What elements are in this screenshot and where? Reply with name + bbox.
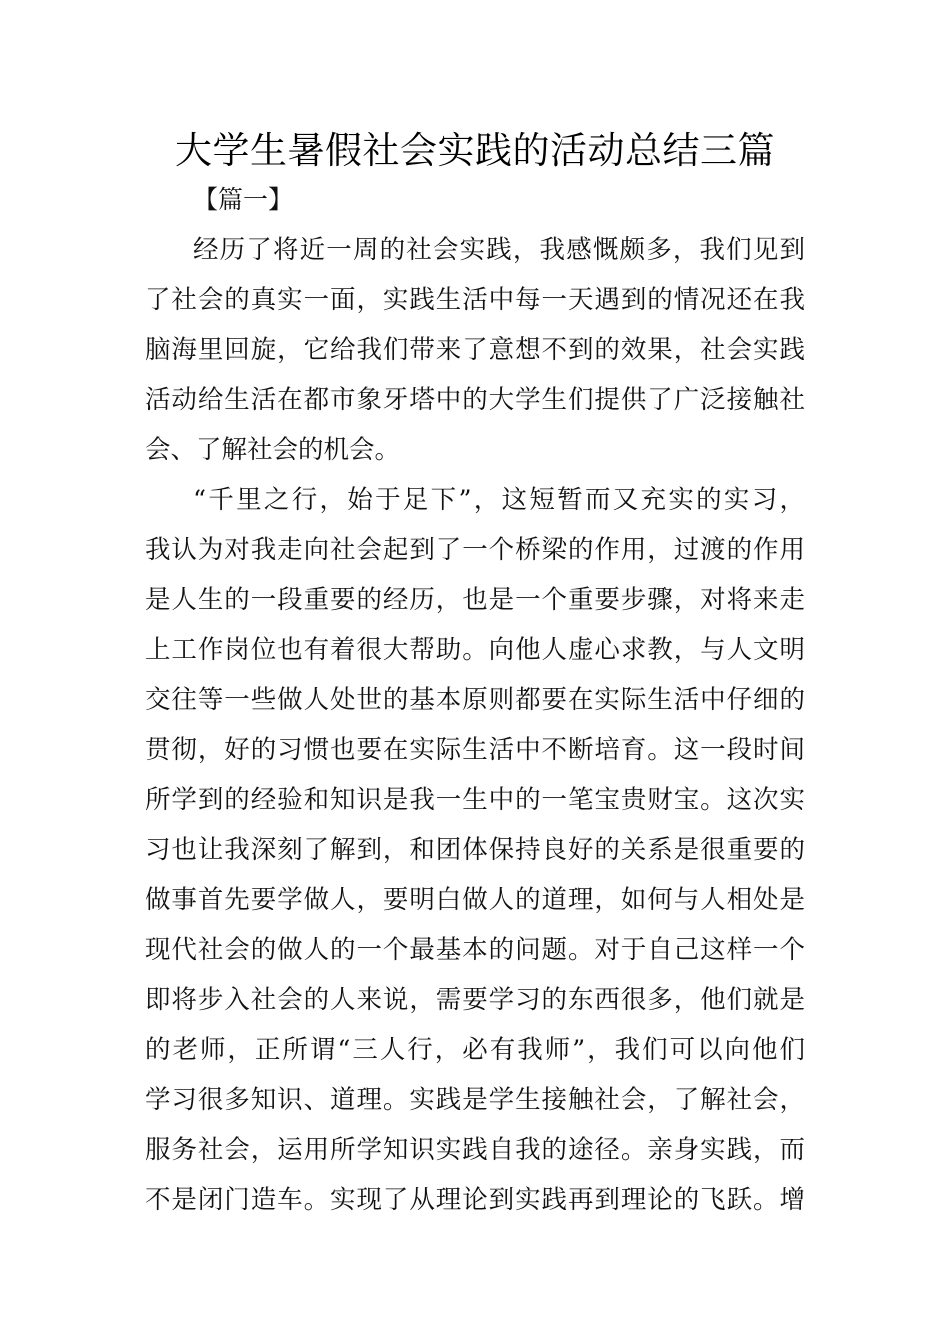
paragraph-line: 服务社会，运用所学知识实践自我的途径。亲身实践，而 xyxy=(145,1135,805,1165)
paragraph-line: 做事首先要学做人，要明白做人的道理，如何与人相处是 xyxy=(145,885,805,915)
paragraph-line: 经历了将近一周的社会实践，我感慨颇多，我们见到 xyxy=(193,235,805,265)
paragraph-line: 习也让我深刻了解到，和团体保持良好的关系是很重要的 xyxy=(145,835,805,865)
section-label: 【篇一】 xyxy=(193,185,294,214)
paragraph-line: 我认为对我走向社会起到了一个桥梁的作用，过渡的作用 xyxy=(145,535,805,565)
paragraph-line: 会、了解社会的机会。 xyxy=(145,435,401,465)
paragraph-line: 所学到的经验和知识是我一生中的一笔宝贵财宝。这次实 xyxy=(145,785,805,815)
paragraph-line: 不是闭门造车。实现了从理论到实践再到理论的飞跃。增 xyxy=(145,1185,805,1215)
paragraph-line: 贯彻，好的习惯也要在实际生活中不断培育。这一段时间 xyxy=(145,735,805,765)
paragraph-line: 是人生的一段重要的经历，也是一个重要步骤，对将来走 xyxy=(145,585,805,615)
document-title: 大学生暑假社会实践的活动总结三篇 xyxy=(175,129,775,172)
paragraph-line: 上工作岗位也有着很大帮助。向他人虚心求教，与人文明 xyxy=(145,635,805,665)
paragraph-line: 即将步入社会的人来说，需要学习的东西很多，他们就是 xyxy=(145,985,805,1015)
paragraph-line: 脑海里回旋，它给我们带来了意想不到的效果，社会实践 xyxy=(145,335,805,365)
paragraph-line: 现代社会的做人的一个最基本的问题。对于自己这样一个 xyxy=(145,935,805,965)
paragraph-line: 的老师，正所谓“三人行，必有我师”，我们可以向他们 xyxy=(145,1035,805,1065)
paragraph-line: 活动给生活在都市象牙塔中的大学生们提供了广泛接触社 xyxy=(145,385,805,415)
paragraph-line: 学习很多知识、道理。实践是学生接触社会，了解社会， xyxy=(145,1085,805,1115)
paragraph-line: “千里之行，始于足下”，这短暂而又充实的实习， xyxy=(193,485,805,515)
paragraph-line: 了社会的真实一面，实践生活中每一天遇到的情况还在我 xyxy=(145,285,805,315)
paragraph-line: 交往等一些做人处世的基本原则都要在实际生活中仔细的 xyxy=(145,685,805,715)
